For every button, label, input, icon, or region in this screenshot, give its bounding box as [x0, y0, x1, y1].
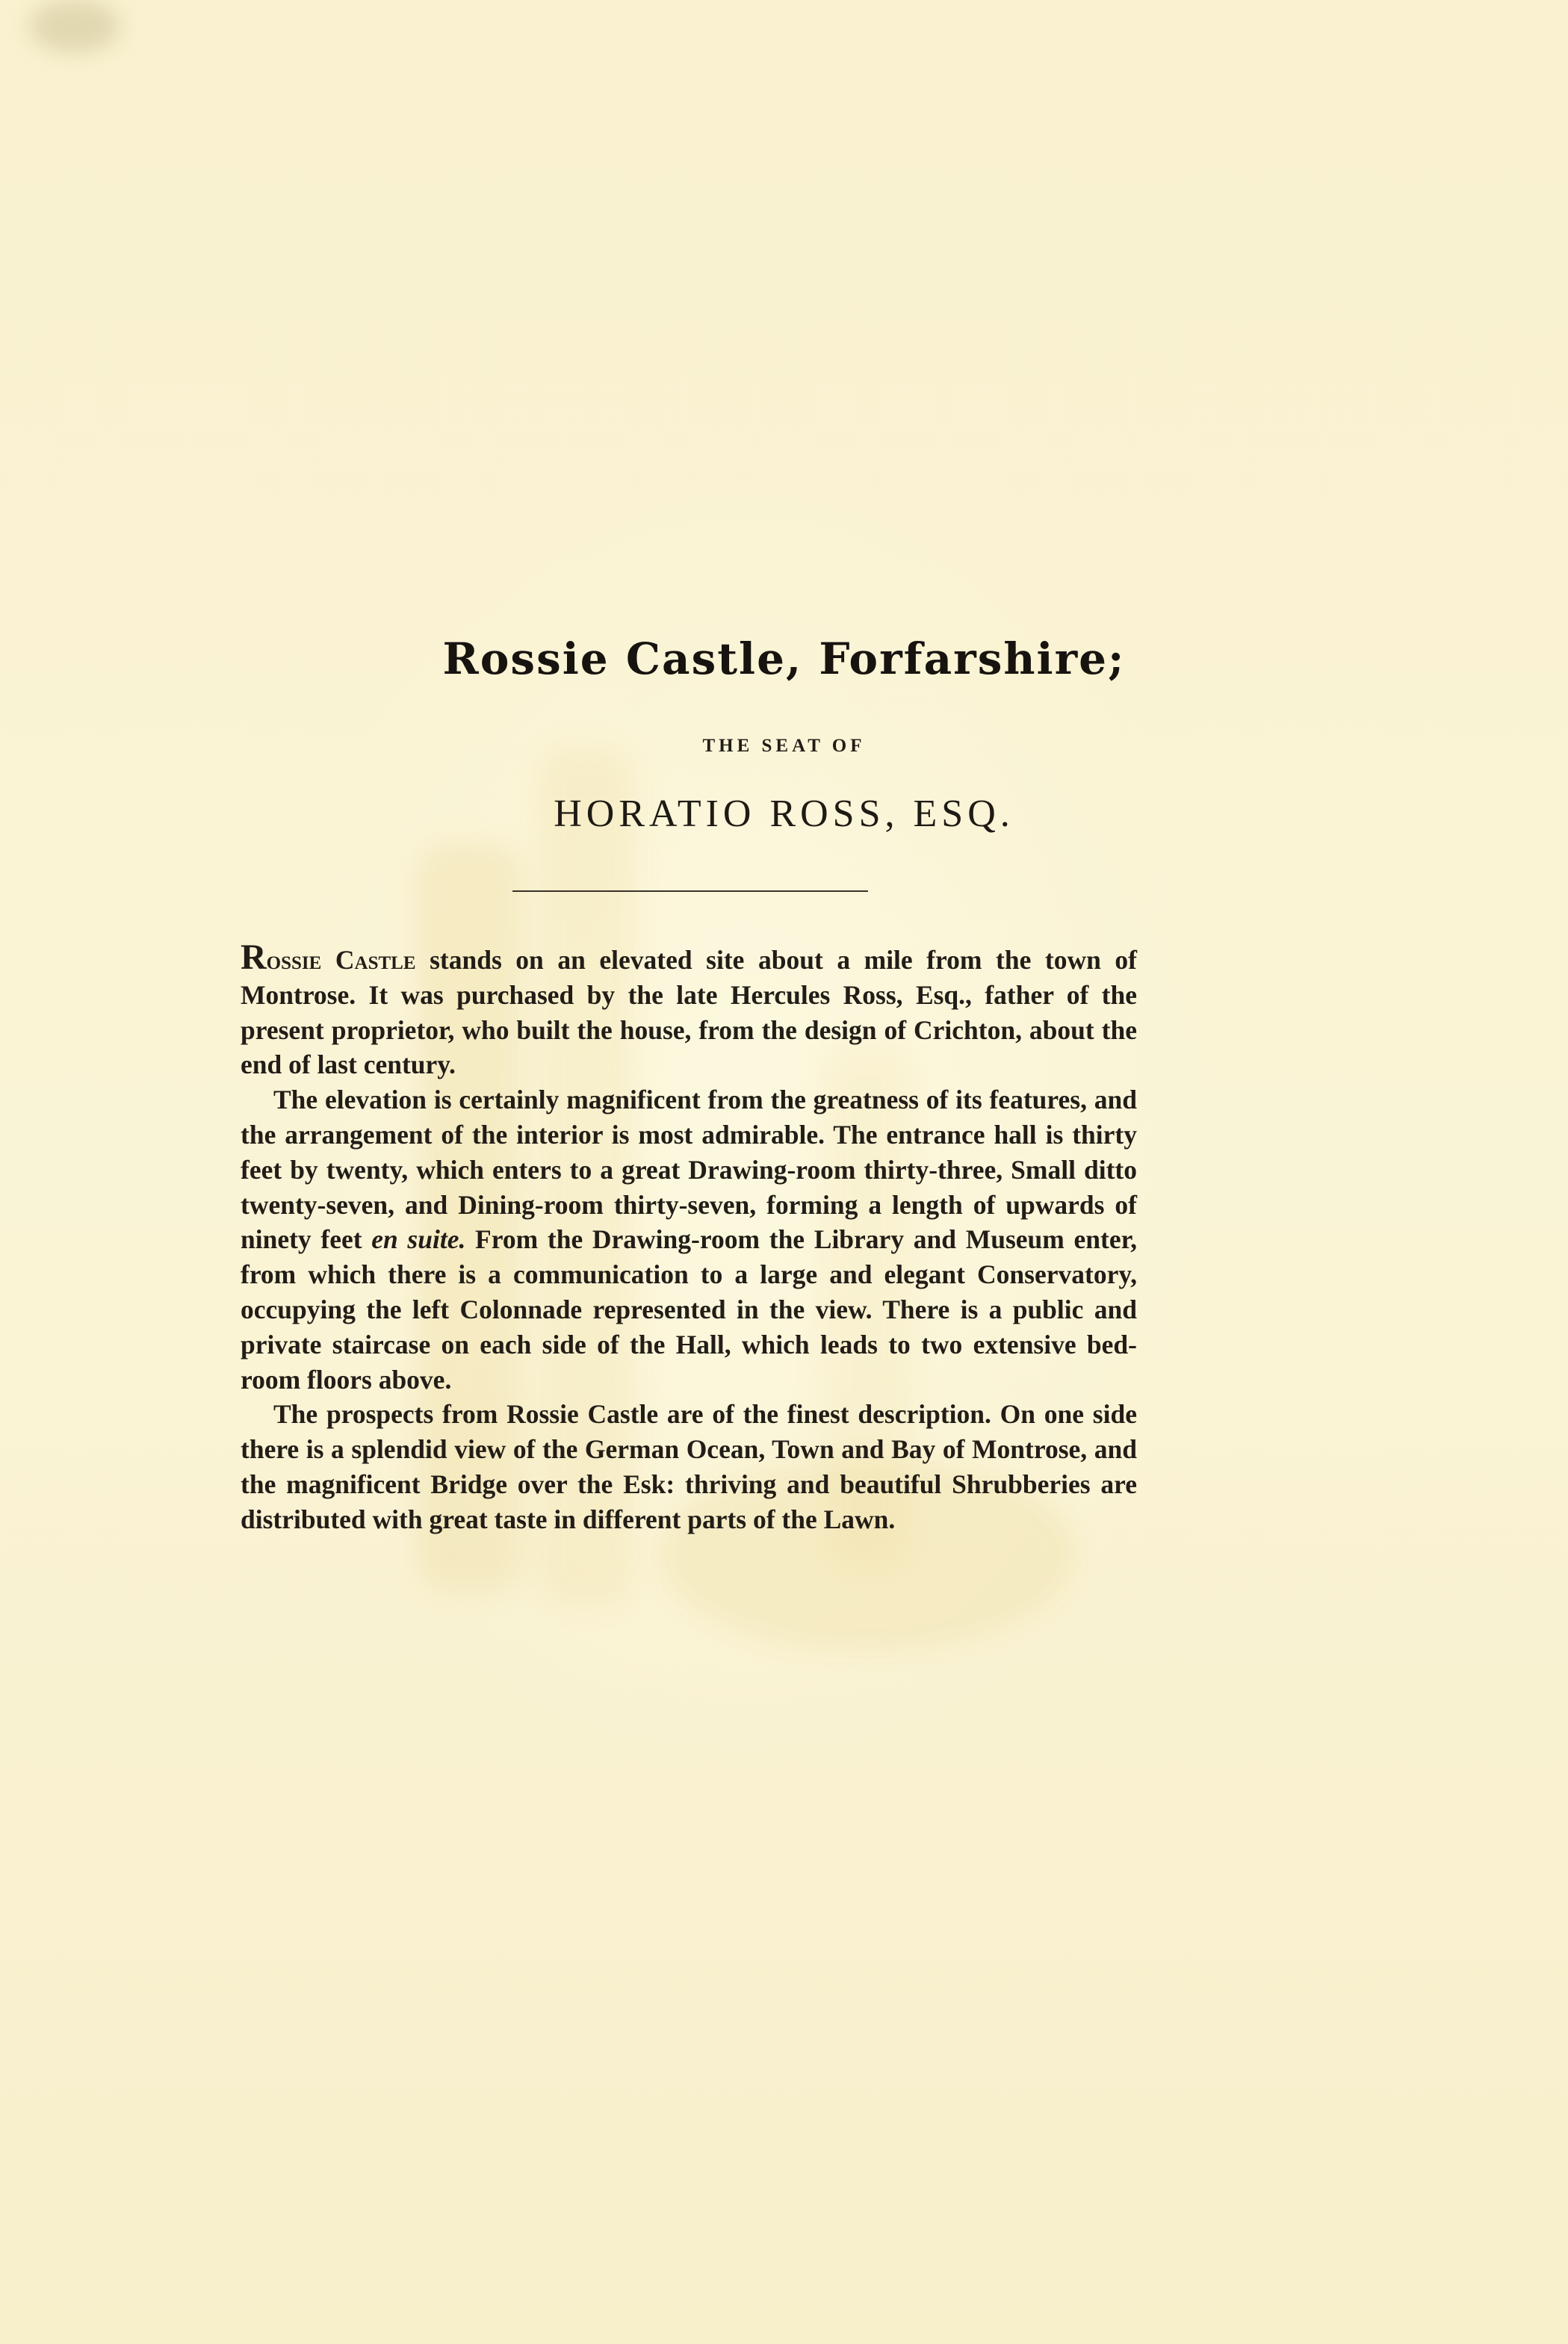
paragraph-1-text: stands on an elevated site about a mile from the town of Montrose. It was purchased by the late Hercules Ross, Esq., father of the present proprietor, who built the house, from the design of Crichton, about the end of last century.: [241, 945, 1137, 1080]
page-title: Rossie Castle, Forfarshire;: [442, 633, 1126, 684]
body-text: [241, 937, 1137, 1537]
paragraph-2-text-after: From the Drawing-room the Library and Museum enter, from which there is a communication to a large and elegant Conservatory, occupying the left Colonnade represented in the view. There is a public and private staircase on each side of the Hall, which leads to two extensive bed-room floors above.: [241, 1224, 1137, 1395]
owner-name: HORATIO ROSS, ESQ.: [554, 793, 1014, 835]
paragraph-3: [241, 1397, 1137, 1537]
small-caps-lead: ossie Castle: [266, 945, 416, 975]
paragraph-2-text-before: The elevation is certainly magnificent from the greatness of its features, and the arrangement of the interior is most admirable. The entrance hall is thirty feet by twenty, which enters to a great Drawing-room thirty-three, Small ditto twenty-seven, and Dining-room thirty-seven, forming a length of upwards of ninety feet: [241, 1085, 1137, 1255]
corner-stain: [30, 0, 120, 52]
paragraph-2-italic: en suite.: [371, 1224, 466, 1255]
paragraph-1: [241, 937, 1137, 1082]
page-subtitle: THE SEAT OF: [702, 736, 866, 756]
paragraph-3-text: The prospects from Rossie Castle are of the finest description. On one side there is a splendid view of the German Ocean, Town and Bay of Montrose, and the magnificent Bridge over the Esk: thriving and beautiful Shrubberies are distributed with great taste in different parts of the Lawn.: [241, 1399, 1137, 1534]
divider-rule: [512, 890, 868, 892]
paragraph-2: [241, 1082, 1137, 1397]
drop-initial: R: [241, 937, 267, 977]
